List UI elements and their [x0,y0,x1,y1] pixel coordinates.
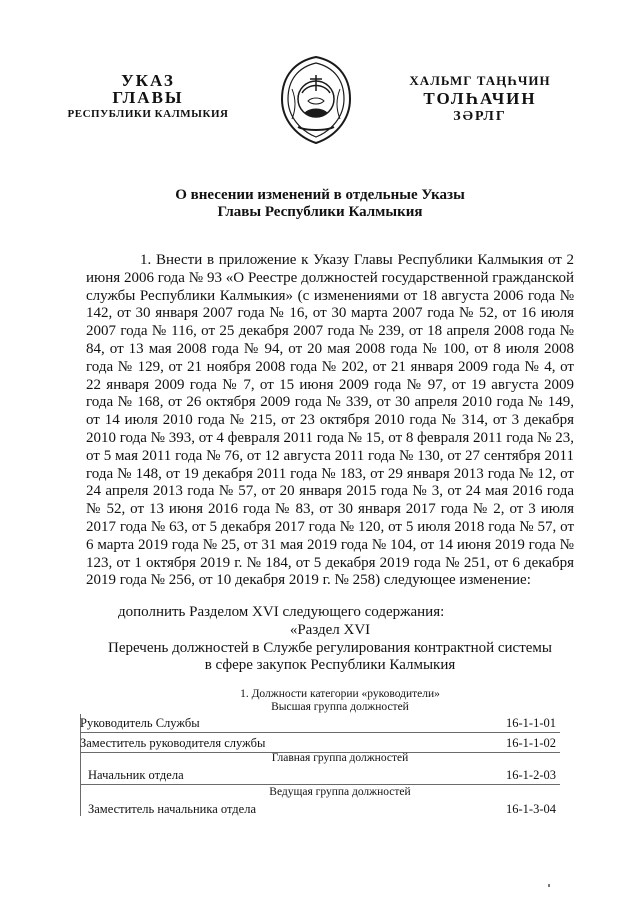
group-title-higher: Высшая группа должностей [271,701,409,713]
position-title: Начальник отдела [88,768,184,782]
position-code: 16-1-1-01 [506,716,556,730]
table-row [80,766,560,785]
add-section-line: дополнить Разделом XVI следующего содержания: [118,604,445,620]
section-title: «Раздел XVI [289,622,371,638]
table-row [80,734,560,753]
section-heading [86,622,574,675]
section-name-line1: Перечень должностей в Службе регулирования контрактной системы [108,639,552,656]
header-left-line2: ГЛАВЫ [112,88,184,107]
position-code: 16-1-2-03 [506,768,556,782]
header-left-line3: РЕСПУБЛИКИ КАЛМЫКИЯ [67,108,229,120]
header-left-line1: УКАЗ [121,71,175,90]
document-title-line2: Главы Республики Калмыкия [217,204,423,220]
position-title: Руководитель Службы [80,716,200,730]
position-code: 16-1-3-04 [506,802,556,816]
group-title-leading: Ведущая группа должностей [269,786,411,798]
table-row [80,800,560,818]
table-category-title: 1. Должности категории «руководители» [240,688,440,700]
position-title: Заместитель начальника отдела [88,802,256,816]
header-left [48,72,248,123]
position-title: Заместитель руководителя службы [80,736,266,750]
coat-of-arms-icon [278,55,354,145]
scan-speck [548,884,550,887]
position-code: 16-1-1-02 [506,736,556,750]
paragraph-1: 1. Внести в приложение к Указу Главы Республики Калмыкия от 2 июня 2006 года № 93 «О Реестре должностей государственной гражданской службы Республики Калмыкия» (с изменениями от 18 августа 2006 года № 142, от 30 января 2007 года № 16, от 30 марта 2007 года № 52, от 16 июля 2007 года № 116, от 25 декабря 2007 года № 239, от 18 апреля 2008 года № 84, от 13 мая 2008 года № 94, от 20 мая 2008 года № 100, от 8 июля 2008 года № 129, от 21 ноября 2008 года № 202, от 21 января 2009 года № 4, от 22 января 2009 года № 7, от 15 июня 2009 года № 97, от 19 августа 2009 года № 168, от 26 октября 2009 года № 339, от 30 апреля 2010 года № 149, от 14 июля 2010 года № 215, от 23 октября 2010 года № 314, от 3 декабря 2010 года № 393, от 4 февраля 2011 года № 15, от 8 февраля 2011 года № 23, от 5 мая 2011 года № 76, от 12 августа 2011 года № 130, от 27 сентября 2011 года № 148, от 19 декабря 2011 года № 183, от 29 января 2013 года № 12, от 24 апреля 2013 года № 57, от 20 января 2015 года № 3, от 24 мая 2016 года № 52, от 13 июня 2016 года № 83, от 30 января 2017 года № 2, от 3 июля 2017 года № 63, от 5 декабря 2017 года № 120, от 5 июля 2018 года № 57, от 6 марта 2019 года № 25, от 31 мая 2019 года № 104, от 14 июня 2019 года № 123, от 1 октября 2019 г. № 184, от 5 декабря 2019 года № 251, от 6 декабря 2019 года № 256, от 10 декабря 2019 г. № 258) следующее изменение: [86,252,574,589]
section-name-line2: в сфере закупок Республики Калмыкия [204,657,456,673]
group-title-main: Главная группа должностей [271,752,409,764]
header-right-line2: ТОЛҺАЧИН [423,89,537,108]
header-right-line3: ЗӘРЛГ [453,109,507,124]
header-right [395,72,565,126]
table-row [80,714,560,733]
document-title [60,187,580,221]
document-title-line1: О внесении изменений в отдельные Указы [175,187,465,203]
header-right-line1: ХАЛЬМГ ТАҢҺЧИН [409,73,551,88]
